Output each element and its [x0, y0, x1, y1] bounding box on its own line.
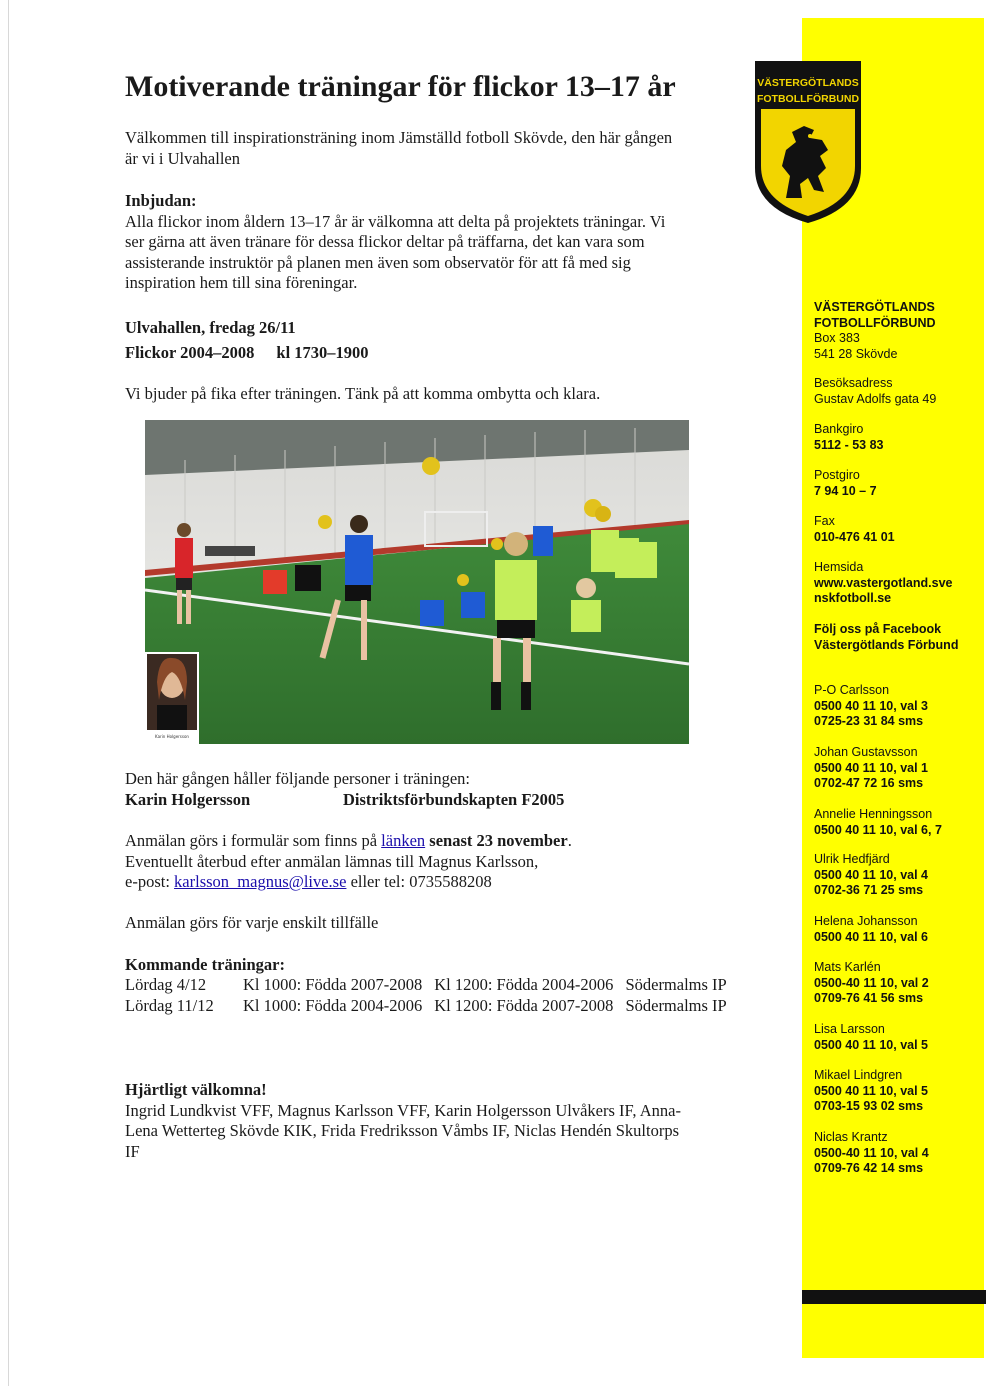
welcome-heading: Hjärtligt välkomna!: [125, 1080, 267, 1099]
contact-phone: 0500 40 11 10, val 6, 7: [814, 822, 942, 837]
bankgiro-block: [814, 422, 884, 453]
leaders-intro: Den här gången håller följande personer i träningen:: [125, 769, 470, 788]
org-block: [814, 300, 936, 362]
page-title: Motiverande träningar för flickor 13–17 år: [125, 70, 676, 103]
each-session-note: Anmälan görs för varje enskilt tillfälle: [125, 913, 379, 932]
intro-line: är vi i Ulvahallen: [125, 148, 241, 168]
signup-line: [125, 831, 572, 852]
contact-card: [814, 807, 942, 838]
schedule-slot: Kl 1200: Födda 2004-2006: [434, 975, 614, 994]
contact-name: Annelie Henningsson: [814, 807, 933, 821]
schedule-place: Södermalms IP: [625, 996, 727, 1015]
contact-name: Johan Gustavsson: [814, 745, 918, 759]
email-line: [125, 872, 572, 893]
invite-section: [125, 191, 665, 294]
schedule-row: [125, 974, 739, 995]
contact-card: [814, 1130, 929, 1177]
schedule-day: Lördag 11/12: [125, 996, 214, 1015]
email-label: e-post:: [125, 872, 175, 891]
invite-line: assisterande instruktör på planen men även som observatör för att få med sig: [125, 252, 631, 272]
contact-name: Mikael Lindgren: [814, 1068, 903, 1082]
postgiro-value: 7 94 10 – 7: [814, 483, 877, 498]
schedule-place: Södermalms IP: [625, 975, 727, 994]
schedule-table: [125, 974, 739, 1016]
contact-phone: 0500-40 11 10, val 2: [814, 975, 929, 990]
upcoming-heading: Kommande träningar:: [125, 955, 285, 974]
invite-line: inspiration hem till sina föreningar.: [125, 273, 358, 292]
contact-name: Niclas Krantz: [814, 1130, 888, 1144]
contact-card: [814, 852, 928, 899]
contact-card: [814, 683, 928, 730]
bankgiro-label: Bankgiro: [814, 422, 864, 436]
facebook-block: [814, 622, 958, 653]
contact-mobile: 0702-36 71 25 sms: [814, 883, 924, 897]
contact-card: [814, 960, 929, 1007]
web-url[interactable]: nskfotboll.se: [814, 591, 892, 605]
invite-line: ser gärna att även tränare för dessa flickor deltar på träffarna, det kan vara som: [125, 232, 645, 251]
postgiro-label: Postgiro: [814, 468, 860, 482]
contact-mobile: 0709-76 42 14 sms: [814, 1161, 924, 1175]
web-label: Hemsida: [814, 560, 864, 574]
facebook-text: Västergötlands Förbund: [814, 637, 959, 652]
contact-phone: 0500 40 11 10, val 6: [814, 929, 928, 944]
address-city: 541 28 Skövde: [814, 346, 898, 361]
org-name: VÄSTERGÖTLANDS: [814, 300, 935, 314]
contact-phone: 0500 40 11 10, val 5: [814, 1083, 928, 1098]
intro-line: Välkommen till inspirationsträning inom Jämställd fotboll Skövde, den här gången: [125, 128, 673, 147]
cancel-line: Eventuellt återbud efter anmälan lämnas till Magnus Karlsson,: [125, 851, 539, 871]
schedule-day: Lördag 4/12: [125, 975, 207, 994]
signup-link[interactable]: länken: [381, 831, 426, 850]
bankgiro-value: 5112 - 53 83: [814, 437, 884, 452]
association-logo: [752, 58, 864, 226]
contact-card: [814, 1068, 928, 1115]
signup-text: Anmälan görs i formulär som finns på: [125, 831, 382, 850]
time: kl 1730–1900: [276, 343, 369, 362]
contact-name: Ulrik Hedfjärd: [814, 852, 890, 866]
email-link[interactable]: karlsson_magnus@live.se: [174, 872, 347, 891]
contact-name: Lisa Larsson: [814, 1022, 885, 1036]
venue: Ulvahallen, fredag 26/11: [125, 318, 296, 337]
signup-paragraph: [125, 831, 572, 893]
signup-end: .: [567, 831, 572, 850]
contact-phone: 0500-40 11 10, val 4: [814, 1145, 929, 1160]
visit-value: Gustav Adolfs gata 49: [814, 391, 937, 406]
welcome-section: [125, 1080, 681, 1162]
fax-label: Fax: [814, 514, 835, 528]
photo-caption: Karin Holgersson: [155, 734, 189, 739]
contact-phone: 0500 40 11 10, val 4: [814, 867, 928, 882]
contact-name: P-O Carlsson: [814, 683, 890, 697]
facebook-text: Följ oss på Facebook: [814, 622, 942, 636]
contact-mobile: 0703-15 93 02 sms: [814, 1099, 924, 1113]
group-time: [125, 343, 369, 364]
page-edge: [8, 0, 9, 1386]
contact-name: Mats Karlén: [814, 960, 881, 974]
sidebar-divider: [802, 1290, 986, 1304]
welcome-line: Ingrid Lundkvist VFF, Magnus Karlsson VFF, Karin Holgersson Ulvåkers IF, Anna-: [125, 1100, 681, 1120]
schedule-slot: Kl 1000: Födda 2004-2006: [243, 996, 423, 1015]
contact-card: [814, 914, 928, 945]
fax-block: [814, 514, 895, 545]
group: Flickor 2004–2008: [125, 343, 255, 362]
org-name: FOTBOLLFÖRBUND: [814, 315, 936, 330]
signup-deadline: senast 23 november: [425, 831, 568, 850]
invite-line: Alla flickor inom åldern 13–17 år är välkomna att delta på projektets träningar. Vi: [125, 211, 666, 231]
welcome-line: IF: [125, 1141, 140, 1161]
fika-note: Vi bjuder på fika efter träningen. Tänk på att komma ombytta och klara.: [125, 384, 601, 403]
contact-card: [814, 745, 928, 792]
invite-heading: Inbjudan:: [125, 191, 197, 210]
logo-text: FOTBOLLFÖRBUND: [756, 93, 860, 105]
address-box: Box 383: [814, 331, 860, 345]
contact-mobile: 0709-76 41 56 sms: [814, 991, 924, 1005]
visit-block: [814, 376, 936, 407]
visit-label: Besöksadress: [814, 376, 893, 390]
welcome-line: Lena Wetterteg Skövde KIK, Frida Fredriksson Våmbs IF, Niclas Hendén Skultorps: [125, 1121, 679, 1140]
schedule-row: [125, 995, 739, 1016]
contact-mobile: 0725-23 31 84 sms: [814, 714, 924, 728]
logo-text: VÄSTERGÖTLANDS: [757, 77, 859, 89]
phone-text: eller tel: 0735588208: [346, 872, 492, 891]
leader-role: Distriktsförbundskapten F2005: [343, 790, 565, 809]
postgiro-block: [814, 468, 877, 499]
contact-name: Helena Johansson: [814, 914, 918, 928]
contact-mobile: 0702-47 72 16 sms: [814, 776, 924, 790]
contact-phone: 0500 40 11 10, val 1: [814, 760, 928, 775]
training-photo: [145, 420, 689, 744]
intro-paragraph: [125, 128, 672, 169]
contact-phone: 0500 40 11 10, val 5: [814, 1037, 928, 1052]
schedule-slot: Kl 1200: Födda 2007-2008: [434, 996, 614, 1015]
web-block: [814, 560, 952, 607]
leader-name: Karin Holgersson: [125, 790, 251, 809]
web-url[interactable]: www.vastergotland.sve: [814, 575, 953, 590]
contact-phone: 0500 40 11 10, val 3: [814, 698, 928, 713]
fax-value: 010-476 41 01: [814, 529, 895, 544]
schedule-slot: Kl 1000: Födda 2007-2008: [243, 975, 423, 994]
contact-card: [814, 1022, 928, 1053]
